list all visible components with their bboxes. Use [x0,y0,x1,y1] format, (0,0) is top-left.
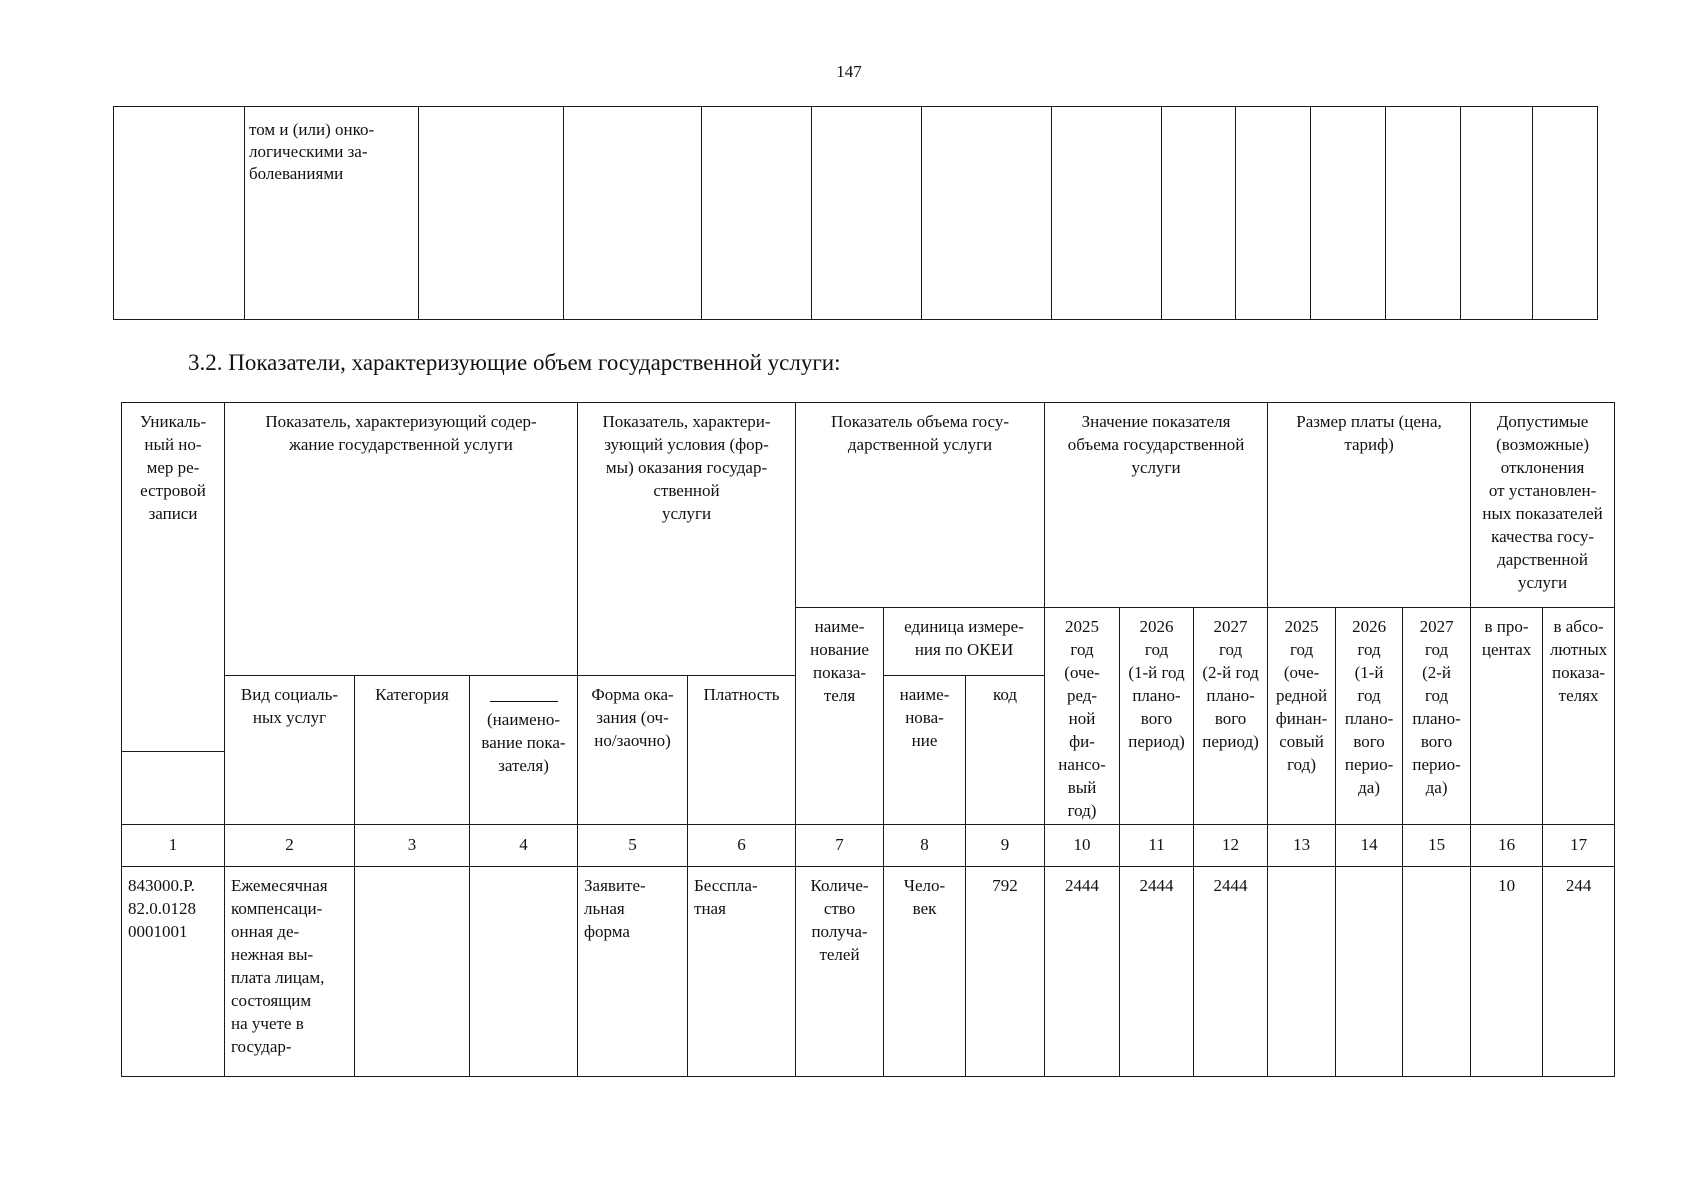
header-label: Допустимые (возможные) отклонения от установлен- ных показателей качества госу- дарственной услуги [1482,412,1603,592]
header-deviations [1471,403,1615,608]
cell-text: 843000.Р. 82.0.0128 0001001 [128,876,196,941]
header-label: наиме- нова- ние [899,685,950,750]
header-label: наиме- нование показа- теля [810,617,869,705]
column-number: 2 [225,825,355,867]
cell-value-2025: 2444 [1045,867,1120,1077]
header-volume-value [1045,403,1268,608]
cell-pay-2026 [1336,867,1403,1077]
continued-text-cell [245,107,419,320]
header-label: Показатель, характери- зующий условия (фор- мы) оказания государ- ственной услуги [602,412,771,523]
cell [1311,107,1386,320]
cell-unit-name [884,867,966,1077]
header-label: Форма ока- зания (оч- но/заочно) [591,685,674,750]
header-label: в про- центах [1481,617,1532,659]
header-row-1 [122,403,1615,608]
header-unique-number-blank [122,752,225,825]
cell-text: Бесспла- тная [694,876,758,918]
column-number: 7 [796,825,884,867]
header-pay-2026 [1336,608,1403,825]
cell [922,107,1052,320]
column-number: 15 [1403,825,1471,867]
cell [1386,107,1461,320]
volume-indicators-table [121,402,1615,1077]
cell-pay-2027 [1403,867,1471,1077]
cell [812,107,922,320]
cell [1236,107,1311,320]
cell [1461,107,1533,320]
column-number: 16 [1471,825,1543,867]
header-label: Платность [703,685,780,704]
header-label: Показатель, характеризующий содер- жание государственной услуги [265,412,537,454]
header-payment-size [1268,403,1471,608]
cell-text: Ежемесячная компенсаци- онная де- нежная вы- плата лицам, состоящим на учете в государ- [231,876,328,1056]
header-label: (наимено- вание пока- зателя) [481,710,566,775]
header-label: 2026 год (1-й год плано- вого период) [1128,617,1185,751]
header-okei-code [966,676,1045,825]
header-okei-unit [884,608,1045,676]
section-title: 3.2. Показатели, характеризующие объем государственной услуги: [188,350,841,375]
header-pay-2027 [1403,608,1471,825]
column-number: 1 [122,825,225,867]
cell [564,107,702,320]
header-value-2025 [1045,608,1120,825]
header-payment-type [688,676,796,825]
header-volume-indicator [796,403,1045,608]
cell-form [578,867,688,1077]
cell-pay-2025 [1268,867,1336,1077]
header-label: 2027 год (2-й год плано- вого период) [1202,617,1259,751]
header-label: 2026 год (1-й год плано- вого перио- да) [1344,617,1394,797]
cell [1052,107,1162,320]
table-row [122,867,1615,1077]
column-number: 14 [1336,825,1403,867]
cell-service-type [225,867,355,1077]
header-dev-absolute [1543,608,1615,825]
header-unique-number [122,403,225,752]
header-value-2026 [1120,608,1194,825]
continued-row [114,107,1598,320]
header-label: код [992,685,1018,704]
header-label: Значение показателя объема государственной услуги [1067,412,1245,477]
column-number: 9 [966,825,1045,867]
header-label: Вид социаль- ных услуг [240,685,339,727]
cell-deviation-absolute: 244 [1543,867,1615,1077]
blank-underline [490,701,558,702]
continued-table [113,106,1598,320]
column-number: 3 [355,825,470,867]
header-label: Размер платы (цена, тариф) [1296,412,1442,454]
cell [114,107,245,320]
continued-text: том и (или) онко- логическими за- болеваниями [249,120,375,183]
cell [1533,107,1598,320]
column-number: 5 [578,825,688,867]
cell-text: Количе- ство получа- телей [810,876,869,964]
header-label: единица измере- ния по ОКЕИ [904,617,1024,659]
cell-payment [688,867,796,1077]
header-category [355,676,470,825]
header-indicator-name [796,608,884,825]
page-number: 147 [836,62,862,81]
column-number: 11 [1120,825,1194,867]
header-provision-form [578,676,688,825]
header-label: 2025 год (оче- редной финан- совый год) [1275,617,1328,774]
cell-text: Заявите- льная форма [584,876,646,941]
cell-unit-code: 792 [966,867,1045,1077]
cell-deviation-percent: 10 [1471,867,1543,1077]
cell-category [355,867,470,1077]
cell [702,107,812,320]
header-dev-percent [1471,608,1543,825]
header-label: в абсо- лютных показа- телях [1549,617,1608,705]
cell [1162,107,1236,320]
column-number: 6 [688,825,796,867]
header-conditions-indicator [578,403,796,676]
header-okei-name [884,676,966,825]
header-label: 2027 год (2-й год плано- вого перио- да) [1412,617,1461,797]
column-number-row [122,825,1615,867]
header-label: 2025 год (оче- ред- ной фи- нансо- вый год) [1058,617,1106,820]
cell [419,107,564,320]
column-number: 12 [1194,825,1268,867]
column-number: 4 [470,825,578,867]
header-indicator-blank [470,676,578,825]
column-number: 17 [1543,825,1615,867]
header-value-2027 [1194,608,1268,825]
header-label: Уникаль- ный но- мер ре- естровой записи [139,412,207,523]
cell-value-2027: 2444 [1194,867,1268,1077]
cell-indicator-name [796,867,884,1077]
header-content-indicator [225,403,578,676]
header-label: Категория [375,685,449,704]
cell-registry-number [122,867,225,1077]
cell-indicator [470,867,578,1077]
column-number: 13 [1268,825,1336,867]
cell-value-2026: 2444 [1120,867,1194,1077]
cell-text: Чело- век [903,876,946,918]
header-label: Показатель объема госу- дарственной услуги [830,412,1010,454]
header-pay-2025 [1268,608,1336,825]
header-social-service-type [225,676,355,825]
column-number: 10 [1045,825,1120,867]
column-number: 8 [884,825,966,867]
